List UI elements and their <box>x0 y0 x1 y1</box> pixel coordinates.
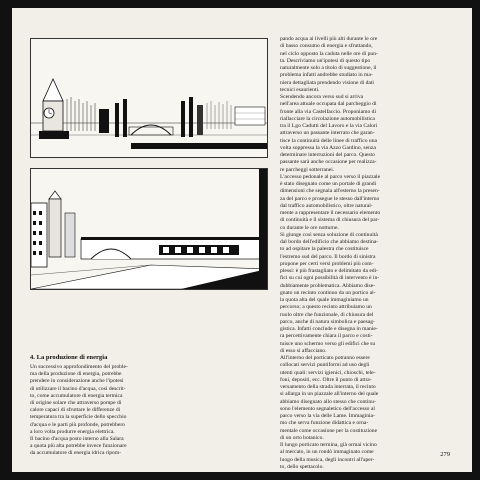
paragraph-5: All'interno del porticato potranno essere collocati servizi puntiformi ad uso degli utenti quali: servizi igienici, chioschi, tele- foni, depositi, ecc. Oltre il punto di attra- versamento della strada interrata, il recinto si allarga in un piazzale all'interno del quale abbiamo disegnato allo stesso che continu- sono l'elemento segnaletico dell'accesso al parco verso la via delle Lame. Immaginia- mo che serva funzione didattica e orna- mentale come occasione per la costituzione di un orto botanico. <box>280 355 379 441</box>
paragraph-3: L'accesso pedonale al parco verso il piazzale è stato disegnato come un portale di grandi dimensioni che segnala all'esterno la presen- za del parco e prosegue le stesso dall'interno dal traffico automobilistico, oltre natural- mente a rappresentare il necessario elemento di continuità e il sistema di chiusura del par- co durante le ore notturne. <box>280 173 381 231</box>
section-title: 4. La produzione di energia <box>30 354 108 361</box>
paragraph-4: Si giunge così senza soluzione di continuità dal bordo dell'edificio che abbiamo destina- to ad ospitare la palestra che costituisce l'estremo sud del parco. Il bordo di sinistra propone per certi versi problemi più com- plessi: è più frastagliato e delimitato da edi- fici su cui ogni possibilità di intervento è in- dubbiamente problematica. Abbiamo dise- gnato un recinto continuo da un portico al- la quota alta del quale immaginiamo un percorso; a questo recinto attribuiamo un ruolo oltre che funzionale, di chiusura del parco, anche di natura simbolica e paesag- gistica. Infatti conclude e disegna in manie- ra percettivamente chiara il parco e costi- tuisce uno schermo verso gli edifici che su di esso si affacciano. <box>280 231 380 354</box>
paragraph-1: pando acqua ai livelli più alti durante le ore di basso consumo di energia e sfruttando, nel ciclo opposto la caduta nelle ore di pun- ta. Descriviamo un'ipotesi di questo tipo naturalmente solo a titolo di suggestione, il problema infatti andrebbe studiato in ma- niera dettagliata prendendo visione di dati tecnici esaurienti. <box>280 36 378 93</box>
right-column-text <box>280 36 456 471</box>
section-body-text: Un successivo approfondimento del proble- ma della produzione di energia, potrebbe prendere in considerazione anche l'ipotesi di utilizzare il bacino d'acqua, così descrit- to, come accumulatore di energia termica di origine solare che attraverso pompe di calore capaci di sfruttare le differenze di temperatura tra la superficie dello specchio d'acqua e le parti più profonde, potrebbero a loro volta produrre energia elettrica. Il bacino d'acqua posto interno alla Salara a quota più alta potrebbe invece funzionare da accumulatore di energia idrica ripom- <box>30 364 128 457</box>
page-number: 279 <box>440 451 450 458</box>
paragraph-6: Il lungo porticato termina, già ormai vicino al mercato, in un rondò immaginato come luogo della musica, degli incontri all'aper- to, dello spettacolo. <box>280 442 377 470</box>
perspective-drawing-top <box>30 38 268 158</box>
perspective-drawing-bottom <box>30 168 268 290</box>
paragraph-2: Scendendo ancora verso sud si arriva nell'area attuale occupata dal parcheggio di fronte alla via Castelfaccio. Proponiamo di riallacciare la circolazione automobilistica tra il Lgo Cadutti del Lavoro e la via Calori attraverso un passante interrato che garan- tisce la continuità delle linee di traffico una volta soppressa la via Azzo Gardino, senza determinare interruzioni del parco. Questo passante sarà anche occasione per realizza- re parcheggi sotterranei. <box>280 94 378 173</box>
book-page <box>12 8 472 472</box>
